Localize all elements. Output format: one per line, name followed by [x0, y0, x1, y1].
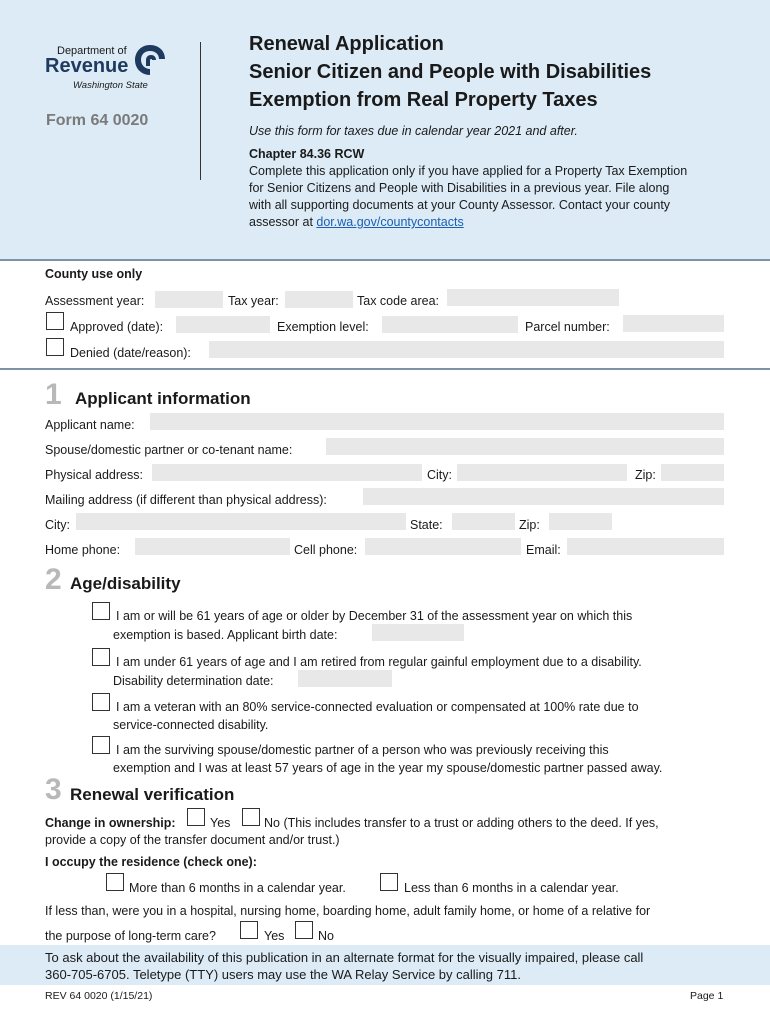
- disability-option-line: I am under 61 years of age and I am retired from regular gainful employment due to a disability.: [116, 655, 642, 669]
- ownership-no-checkbox[interactable]: [242, 808, 260, 826]
- ownership-yes-checkbox[interactable]: [187, 808, 205, 826]
- tax-year-label: Tax year:: [228, 294, 279, 308]
- spouse-name-field[interactable]: [326, 438, 724, 455]
- physical-address-label: Physical address:: [45, 468, 143, 482]
- age-option-line: I am or will be 61 years of age or older by December 31 of the assessment year on which this: [116, 609, 633, 623]
- approved-label: Approved (date):: [70, 320, 164, 334]
- title-line-1: Renewal Application: [249, 33, 444, 55]
- birth-date-field[interactable]: [372, 624, 464, 641]
- change-ownership-label: Change in ownership:: [45, 816, 176, 830]
- applicant-name-label: Applicant name:: [45, 418, 135, 432]
- denied-label: Denied (date/reason):: [70, 346, 191, 360]
- age-option-line: exemption is based. Applicant birth date:: [113, 628, 338, 642]
- parcel-number-label: Parcel number:: [525, 320, 610, 334]
- city-label: City:: [427, 468, 452, 482]
- section-1-title: Applicant information: [75, 389, 251, 408]
- care-no-label: No: [318, 929, 334, 943]
- home-phone-label: Home phone:: [45, 543, 121, 557]
- veteran-option-line: service-connected disability.: [113, 718, 269, 732]
- cell-phone-label: Cell phone:: [294, 543, 358, 557]
- disability-date-field[interactable]: [298, 670, 392, 687]
- form-revision: REV 64 0020 (1/15/21): [45, 990, 153, 1002]
- assessment-year-field[interactable]: [155, 291, 223, 308]
- spouse-name-label: Spouse/domestic partner or co-tenant name:: [45, 443, 293, 457]
- exemption-level-label: Exemption level:: [277, 320, 369, 334]
- long-term-care-line: If less than, were you in a hospital, nursing home, boarding home, adult family home, or home of a relative for: [45, 904, 651, 918]
- email-label: Email:: [526, 543, 561, 557]
- ownership-yes-label: Yes: [210, 816, 231, 830]
- state-label: State:: [410, 518, 443, 532]
- approved-date-field[interactable]: [176, 316, 270, 333]
- instructions: [249, 163, 749, 231]
- exemption-level-field[interactable]: [382, 316, 518, 333]
- veteran-checkbox[interactable]: [92, 693, 110, 711]
- cell-phone-field[interactable]: [365, 538, 521, 555]
- mailing-zip-field[interactable]: [549, 513, 612, 530]
- mailing-address-label: Mailing address (if different than physical address):: [45, 493, 327, 507]
- logo-state: Washington State: [73, 80, 148, 91]
- zip2-label: Zip:: [519, 518, 540, 532]
- logo-revenue: Revenue: [45, 55, 129, 77]
- surviving-spouse-option-line: I am the surviving spouse/domestic partner of a person who was previously receiving this: [116, 743, 609, 757]
- ownership-no-label: No (This includes transfer to a trust or adding others to the deed. If yes,: [264, 816, 659, 830]
- accessibility-notice-line: To ask about the availability of this publication in an alternate format for the visually impaired, please call: [45, 950, 644, 965]
- disability-checkbox[interactable]: [92, 648, 110, 666]
- instructions-line: Complete this application only if you have applied for a Property Tax Exemption: [249, 164, 688, 178]
- surviving-spouse-checkbox[interactable]: [92, 736, 110, 754]
- physical-address-field[interactable]: [152, 464, 422, 481]
- section-3-title: Renewal verification: [70, 785, 235, 804]
- dor-logo: [45, 42, 170, 94]
- section-1-number: 1: [45, 378, 62, 411]
- tax-code-area-label: Tax code area:: [357, 294, 439, 308]
- tax-code-area-field[interactable]: [447, 289, 619, 306]
- disability-option-line: Disability determination date:: [113, 674, 274, 688]
- mailing-city-field[interactable]: [76, 513, 406, 530]
- instructions-prefix: assessor at: [249, 215, 317, 229]
- zip-label: Zip:: [635, 468, 656, 482]
- city-field[interactable]: [457, 464, 627, 481]
- long-term-care-line: the purpose of long-term care?: [45, 929, 216, 943]
- email-field[interactable]: [567, 538, 724, 555]
- divider-county: [0, 368, 770, 370]
- less-than-6-label: Less than 6 months in a calendar year.: [404, 881, 619, 895]
- instructions-line: with all supporting documents at your County Assessor. Contact your county: [249, 198, 671, 212]
- tax-year-field[interactable]: [285, 291, 353, 308]
- veteran-option-line: I am a veteran with an 80% service-connected evaluation or compensated at 100% rate due to: [116, 700, 639, 714]
- header-subtitle: Use this form for taxes due in calendar year 2021 and after.: [249, 124, 578, 138]
- assessment-year-label: Assessment year:: [45, 294, 145, 308]
- county-use-heading: County use only: [45, 267, 143, 281]
- page-number: Page 1: [690, 990, 724, 1002]
- county-contacts-link[interactable]: dor.wa.gov/countycontacts: [316, 215, 464, 229]
- ownership-note: provide a copy of the transfer document and/or trust.): [45, 833, 340, 847]
- section-3-number: 3: [45, 773, 62, 806]
- care-yes-checkbox[interactable]: [240, 921, 258, 939]
- instructions-line: [249, 214, 749, 231]
- header-divider: [200, 42, 201, 180]
- logo-swirl-icon: [132, 42, 168, 78]
- less-than-6-checkbox[interactable]: [380, 873, 398, 891]
- applicant-name-field[interactable]: [150, 413, 724, 430]
- divider-top: [0, 259, 770, 261]
- care-no-checkbox[interactable]: [295, 921, 313, 939]
- home-phone-field[interactable]: [135, 538, 290, 555]
- care-yes-label: Yes: [264, 929, 285, 943]
- state-field[interactable]: [452, 513, 515, 530]
- mailing-address-field[interactable]: [363, 488, 724, 505]
- denied-checkbox[interactable]: [46, 338, 64, 356]
- more-than-6-label: More than 6 months in a calendar year.: [129, 881, 346, 895]
- section-2-number: 2: [45, 563, 62, 596]
- title-line-3: Exemption from Real Property Taxes: [249, 89, 598, 111]
- city2-label: City:: [45, 518, 70, 532]
- approved-checkbox[interactable]: [46, 312, 64, 330]
- accessibility-notice-line: 360-705-6705. Teletype (TTY) users may use the WA Relay Service by calling 711.: [45, 967, 521, 982]
- zip-field[interactable]: [661, 464, 724, 481]
- logo-dept-of: Department of: [57, 45, 127, 57]
- instructions-line: for Senior Citizens and People with Disabilities in a previous year. File along: [249, 181, 670, 195]
- surviving-spouse-option-line: exemption and I was at least 57 years of age in the year my spouse/domestic partner passed away.: [113, 761, 663, 775]
- parcel-number-field[interactable]: [623, 315, 724, 332]
- denied-reason-field[interactable]: [209, 341, 724, 358]
- more-than-6-checkbox[interactable]: [106, 873, 124, 891]
- chapter-rcw: Chapter 84.36 RCW: [249, 147, 365, 161]
- form-number: Form 64 0020: [46, 112, 149, 129]
- section-2-title: Age/disability: [70, 574, 181, 593]
- occupy-label: I occupy the residence (check one):: [45, 855, 257, 869]
- title-line-2: Senior Citizen and People with Disabilities: [249, 61, 652, 83]
- age-61-checkbox[interactable]: [92, 602, 110, 620]
